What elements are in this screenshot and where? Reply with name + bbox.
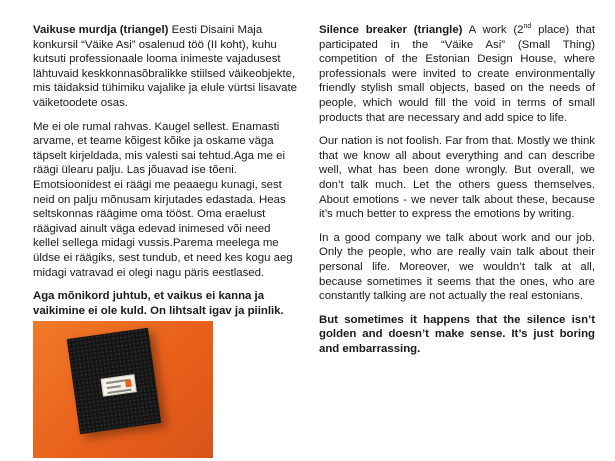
intro-paragraph-en	[319, 23, 595, 125]
intro-body-en-b: place) that participated in the “Väike Asi” (Small Thing) competition of the Estonian Design House, where professionals were invited to create environmentally friendly stylish small objects, based on the needs of people, which would fill the void in terms of small products that are necessary and add spice to life.	[319, 24, 596, 124]
body-paragraph-et: Me ei ole rumal rahvas. Kaugel sellest. Enamasti arvame, et teame kõigest kõike ja oskame väga täpselt kirjeldada, mis valesti sai tehtud.Aga me ei räägi ülearu palju. Las jõuavad ise tõeni. Emotsioonidest ei räägi me peaaegu kunagi, sest neid on palju mõnusam kirjutades edastada. Heas seltskonnas räägime oma tööst. Oma eraelust räägivad ainult väga edevad inimesed või need kellel sellega midagi vussis.Parema meelega me üldse ei räägiks, sest tundub, et need kes kogu aeg midagi vatravad ei olegi nagu päris eestlased.	[33, 120, 293, 279]
intro-paragraph-et	[33, 23, 297, 111]
intro-body-et: Eesti Disaini Maja konkursil “Väike Asi” osalenud töö (II koht), kuhu kutsuti professionaale looma inimeste vajadusest lähtuvaid keskkonnasõbralikke stiilsed väikeobjekte, mis täidaksid tühimiku vajalike ja elule vürtsi lisavate väiketoodete osas.	[33, 24, 297, 109]
product-photo	[33, 321, 213, 458]
product-title-en: Silence breaker (triangle)	[319, 24, 463, 36]
ordinal-suffix: nd	[523, 23, 532, 31]
product-title-et: Vaikuse murdja (triangel)	[33, 24, 169, 36]
intro-body-en-a: A work (2	[462, 24, 524, 36]
body-paragraph-en-2: In a good company we talk about work and our job. Only the people, who are really vain talk about their personal life. Moreover, we wouldn’t talk at all, because sometimes it seems that the ones, who are constantly talking are not actually the real estonians.	[319, 231, 595, 303]
closing-paragraph-et: Aga mõnikord juhtub, et vaikus ei kanna ja vaikimine ei ole kuld. On lihtsalt igav ja piinlik.	[33, 290, 284, 317]
closing-paragraph-en: But sometimes it happens that the silence isn’t golden and doesn’t make sense. It’s just boring and embarrassing.	[319, 313, 595, 355]
estonian-column	[33, 23, 297, 327]
black-triangle-object	[67, 328, 162, 434]
body-paragraph-en-1: Our nation is not foolish. Far from that. Mostly we think that we know all about everything and can describe well, what has been done wrongly. But overall, we don’t talk much. Let the others guess themselves. About emotions - we never talk about these, because it’s much better to express the emotions by writing.	[319, 135, 595, 221]
english-column	[319, 23, 595, 365]
product-label-tag	[101, 374, 137, 397]
